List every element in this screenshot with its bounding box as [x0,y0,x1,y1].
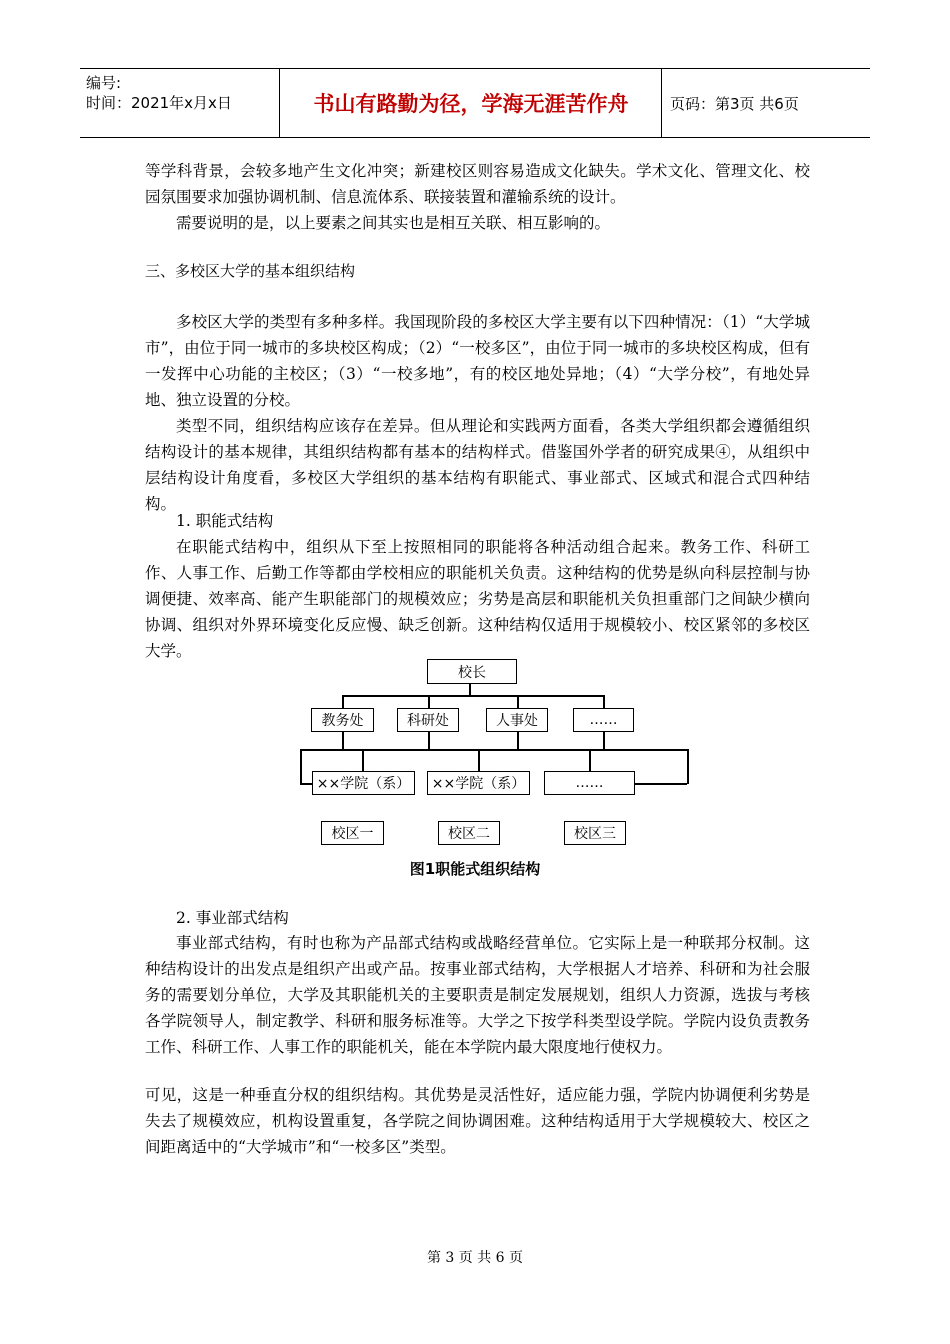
header-meta [80,69,280,137]
page-header [80,68,870,138]
header-motto: 书山有路勤为径，学海无涯苦作舟 [281,69,662,137]
college-box-3: …… [544,771,635,795]
dept-box-4: …… [573,708,634,732]
page-footer: 第 3 页 共 6 页 [426,1250,524,1266]
paragraph-3: 多校区大学的类型有多种多样。我国现阶段的多校区大学主要有以下四种情况：（1）“大学城市”，由位于同一城市的多块校区构成；（2）“一校多区”，由位于同一城市的多块校区构成，但有一发挥中心功能的主校区；（3）“一校多地”，有的校区地处异地；（4）“大学分校”，有地处异地、独立设置的分校。 [145,313,810,409]
dept-box-1: 教务处 [311,708,374,732]
paragraph-5: 在职能式结构中，组织从下至上按照相同的职能将各种活动组合起来。教务工作、科研工作、人事工作、后勤工作等都由学校相应的职能机关负责。这种结构的优势是纵向科层控制与协调便捷、效率高、能产生职能部门的规模效应；劣势是高层和职能机关负担重部门之间缺少横向协调、组织对外界环境变化反应慢、缺乏创新。这种结构仅适用于规模较小、校区紧邻的多校区大学。 [145,538,810,660]
dept-box-3: 人事处 [486,708,548,732]
paragraph-7: 可见，这是一种垂直分权的组织结构。其优势是灵活性好，适应能力强，学院内协调便利劣势是失去了规模效应，机构设置重复，各学院之间协调困难。这种结构适用于大学规模较大、校区之间距离适中的“大学城市”和“一校多区”类型。 [145,1086,810,1156]
campus-box-2: 校区二 [438,821,500,845]
dept-box-2: 科研处 [397,708,459,732]
college-box-2: ××学院（系） [427,771,530,795]
paragraph-6: 事业部式结构，有时也称为产品部式结构或战略经营单位。它实际上是一种联邦分权制。这种结构设计的出发点是组织产出或产品。按事业部式结构，大学根据人才培养、科研和为社会服务的需要划分单位，大学及其职能机关的主要职责是制定发展规划，组织人力资源，选拔与考核各学院领导人，制定教学、科研和服务标准等。大学之下按学科类型设学院。学院内设负责教务工作、科研工作、人事工作的职能机关，能在本学院内最大限度地行使权力。 [145,934,810,1056]
header-page-info: 页码：第3页 共6页 [670,94,799,113]
paragraph-2: 需要说明的是，以上要素之间其实也是相互关联、相互影响的。 [176,214,611,232]
college-box-1: ××学院（系） [312,771,415,795]
section-3-title: 三、多校区大学的基本组织结构 [145,262,356,280]
subsection-1-title: 1. 职能式结构 [176,512,274,530]
campus-box-1: 校区一 [321,821,384,845]
paragraph-1: 等学科背景，会较多地产生文化冲突；新建校区则容易造成文化缺失。学术文化、管理文化、校园氛围要求加强协调机制、信息流体系、联接装置和灌输系统的设计。 [145,162,810,206]
id-label: 编号: [86,74,122,92]
campus-box-3: 校区三 [564,821,626,845]
paragraph-4: 类型不同，组织结构应该存在差异。但从理论和实践两方面看，各类大学组织都会遵循组织结构设计的基本规律，其组织结构都有基本的结构样式。借鉴国外学者的研究成果④，从组织中层结构设计角度看，多校区大学组织的基本结构有职能式、事业部式、区域式和混合式四种结构。 [145,417,810,513]
figure-caption: 图1职能式组织结构 [409,860,541,878]
time-label: 时间：2021年x月x日 [86,94,232,112]
subsection-2-title: 2. 事业部式结构 [176,909,289,927]
president-box: 校长 [427,659,517,684]
